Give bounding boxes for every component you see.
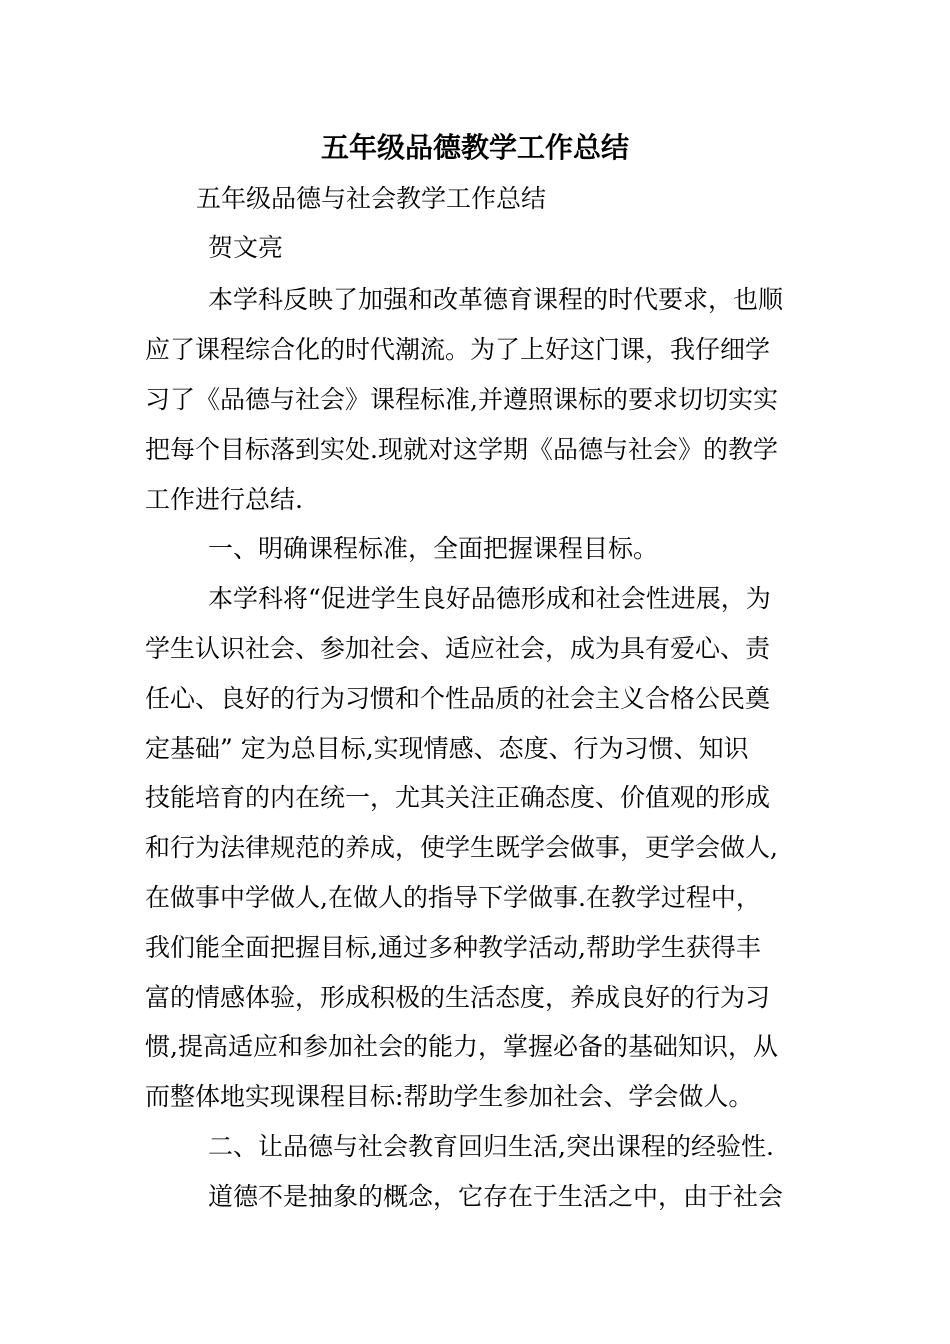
body-line: 把每个目标落到实处.现就对这学期《品德与社会》的教学 [145,435,778,464]
document-title: 五年级品德教学工作总结 [320,131,629,164]
body-line: 工作进行总结. [145,485,303,514]
body-line: 本学科将“促进学生良好品德形成和社会性进展，为 [208,584,771,613]
body-line: 学生认识社会、参加社会、适应社会，成为具有爱心、责 [145,634,771,663]
body-line: 道德不是抽象的概念，它存在于生活之中，由于社会 [208,1182,784,1211]
body-line: 惯,提高适应和参加社会的能力，掌握必备的基础知识，从 [145,1032,778,1061]
body-line: 和行为法律规范的养成，使学生既学会做事，更学会做人, [145,833,778,862]
body-line: 技能培育的内在统一，尤其关注正确态度、价值观的形成 [145,783,771,812]
body-line: 任心、良好的行为习惯和个性品质的社会主义合格公民奠 [145,684,771,713]
body-line: 我们能全面把握目标,通过多种教学活动,帮助学生获得丰 [145,933,761,962]
body-line: 定基础” 定为总目标,实现情感、态度、行为习惯、知识 [145,734,749,763]
document-subtitle: 五年级品德与社会教学工作总结 [196,184,547,213]
author-name: 贺文亮 [208,233,284,262]
body-line: 应了课程综合化的时代潮流。为了上好这门课，我仔细学 [145,335,771,364]
body-line: 富的情感体验，形成积极的生活态度，养成良好的行为习 [145,983,771,1012]
body-line: 在做事中学做人,在做人的指导下学做事.在教学过程中， [145,883,761,912]
body-line: 习了《品德与社会》课程标准,并遵照课标的要求切切实实 [145,385,778,414]
section-heading: 一、明确课程标准，全面把握课程目标。 [208,534,659,563]
body-line: 本学科反映了加强和改革德育课程的时代要求，也顺 [208,285,784,314]
section-heading: 二、让品德与社会教育回归生活,突出课程的经验性. [208,1132,774,1161]
body-line: 而整体地实现课程目标:帮助学生参加社会、学会做人。 [145,1082,754,1111]
